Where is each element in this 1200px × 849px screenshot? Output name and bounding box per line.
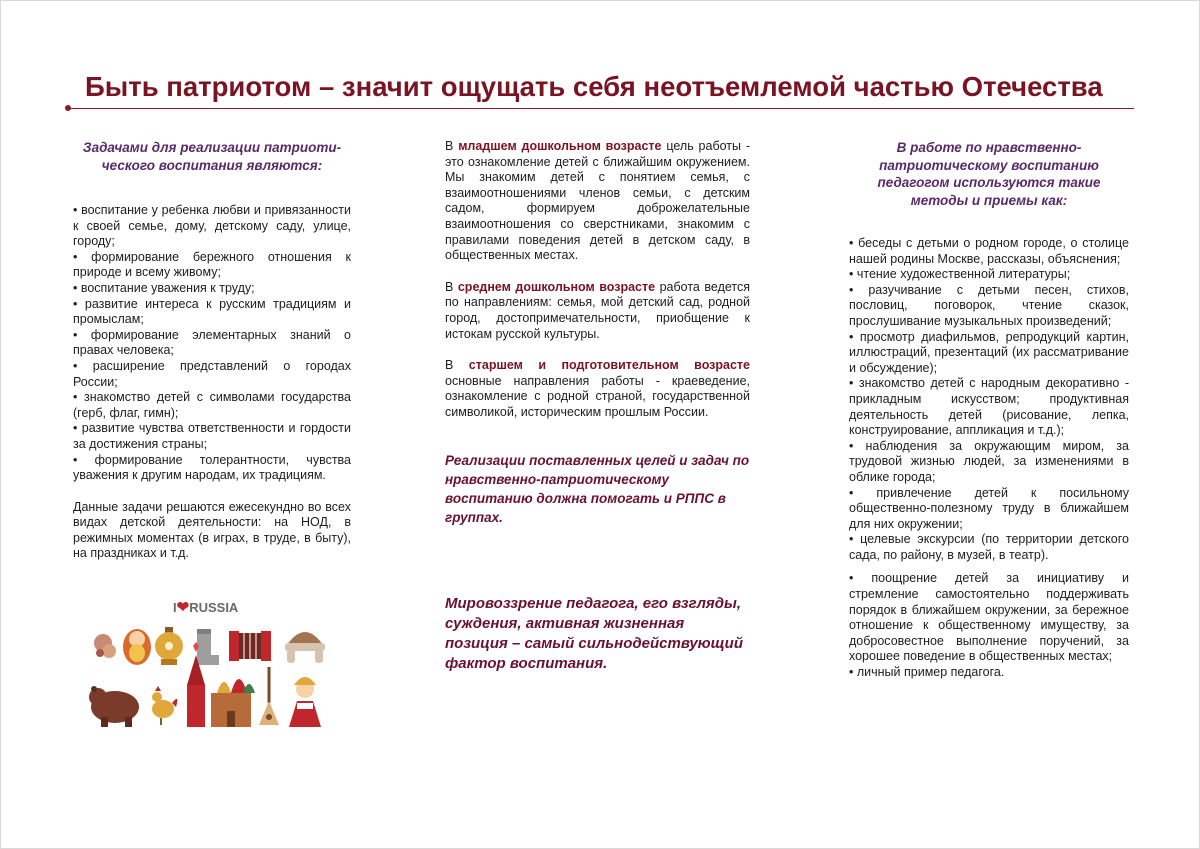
age-groups-column	[445, 139, 750, 674]
task-item: • воспитание уважения к труду;	[73, 281, 351, 297]
senior-age-paragraph: В старшем и подготовительном возрасте основные направления работы - краеведение, ознакомление с родной страной, государственной символикой, историческим прошлым России.	[445, 358, 750, 419]
task-item: • знакомство детей с символами государства (герб, флаг, гимн);	[73, 390, 351, 421]
heart-icon: ❤	[176, 599, 190, 616]
tasks-heading: Задачами для реализации патриоти-ческого воспитания являются:	[82, 140, 342, 173]
cathedral-domes-icon	[211, 679, 255, 727]
task-item: • формирование элементарных знаний о правах человека;	[73, 328, 351, 359]
samovar-icon	[155, 627, 183, 665]
tasks-column	[73, 139, 351, 562]
bear-icon	[89, 686, 139, 727]
task-item: • расширение представлений о городах России;	[73, 359, 351, 390]
methods-list	[849, 236, 1129, 563]
divider-dot	[65, 105, 71, 111]
senior-age-highlight: старшем и подготовительном возрасте	[468, 358, 750, 373]
method-item: • личный пример педагога.	[849, 665, 1129, 681]
task-item: • воспитание у ребенка любви и привязанности к своей семье, дому, детскому саду, улице, городу;	[73, 203, 351, 250]
i-love-russia-badge: I❤RUSSIA	[173, 599, 239, 616]
method-item: • целевые экскурсии (по территории детского сада, по району, в музей, в театр).	[849, 532, 1129, 563]
method-item: • наблюдения за окружающим миром, за трудовой жизнью людей, за изменениями в облике города;	[849, 439, 1129, 486]
gingerbread-icon	[94, 634, 116, 658]
valenki-boots-icon	[197, 629, 219, 665]
middle-age-highlight: среднем дошкольном возрасте	[457, 279, 656, 294]
teacher-worldview-quote: Мировоззрение педагога, его взгляды, суждения, активная жизненная позиция – самый сильнодействующий фактор воспитания.	[445, 594, 744, 672]
method-item: • привлечение детей к посильному общественно-полезному труду в ближайшем для них окружении;	[849, 486, 1129, 533]
method-item: • беседы с детьми о родном городе, о столице нашей родины Москве, рассказы, объяснения;	[849, 236, 1129, 267]
method-item: • знакомство детей с народным декоративно - прикладным искусством; продуктивная деятельность детей (рисование, лепка, конструирование, аппликация и т.д.);	[849, 376, 1129, 438]
task-item: • развитие интереса к русским традициям и промыслам;	[73, 297, 351, 328]
method-item: • поощрение детей за инициативу и стремление самостоятельно поддерживать порядок в ближайшем окружении, за бережное отношение к общественному имуществу, за добросовестное выполнение поручений, за хорошее поведение в общественных местах;	[849, 571, 1129, 665]
task-item: • развитие чувства ответственности и гордости за достижения страны;	[73, 421, 351, 452]
tasks-list	[73, 203, 351, 484]
title-divider	[71, 108, 1134, 109]
method-item: • разучивание с детьми песен, стихов, пословиц, поговорок, чтение сказок, прослушивание музыкальных произведений;	[849, 283, 1129, 330]
methods-column	[849, 139, 1129, 681]
junior-age-highlight: младшем дошкольном возрасте	[458, 139, 662, 153]
matryoshka-icon	[123, 629, 151, 665]
accordion-icon	[229, 631, 271, 661]
task-item: • формирование толерантности, чувства уважения к другим народам, их традициям.	[73, 453, 351, 484]
tasks-paragraph: Данные задачи решаются ежесекундно во всех видах детской деятельности: на НОД, в режимных моментах (в играх, в труде, в быту), на праздниках и т.д.	[73, 499, 351, 561]
page-title: Быть патриотом – значит ощущать себя неотъемлемой частью Отечества	[85, 71, 1103, 102]
folk-girl-icon	[289, 677, 321, 727]
rooster-icon	[152, 686, 177, 725]
russian-culture-illustration	[89, 619, 339, 729]
balalaika-icon	[259, 667, 279, 725]
methods-heading: В работе по нравственно-патриотическому воспитанию педагогом используются такие методы и приемы как:	[877, 140, 1101, 208]
junior-age-paragraph: В младшем дошкольном возрасте цель работы - это ознакомление детей с ближайшим окружением. Мы знакомим детей с понятием семья, с взаимоотношениями членов семьи, с детским садом, формируем доброжелательные взаимоотношения со сверстниками, знакомим с правилами поведения детей в детском саду, в общественных местах.	[445, 139, 751, 263]
ushanka-hat-icon	[285, 632, 325, 663]
method-item: • просмотр диафильмов, репродукций картин, иллюстраций, презентаций (их рассматривание и обсуждение);	[849, 330, 1129, 377]
method-item: • чтение художественной литературы;	[849, 267, 1129, 283]
middle-age-paragraph: В среднем дошкольном возрасте работа ведется по направлениям: семья, мой детский сад, родной город, достопримечательности, приобщение к истокам русской культуры.	[445, 279, 751, 341]
task-item: • формирование бережного отношения к природе и всему живому;	[73, 250, 351, 281]
methods-list-continued	[849, 571, 1129, 680]
rpps-quote: Реализации поставленных целей и задач по нравственно-патриотическому воспитанию должна помогать и РППС в группах.	[445, 452, 750, 525]
